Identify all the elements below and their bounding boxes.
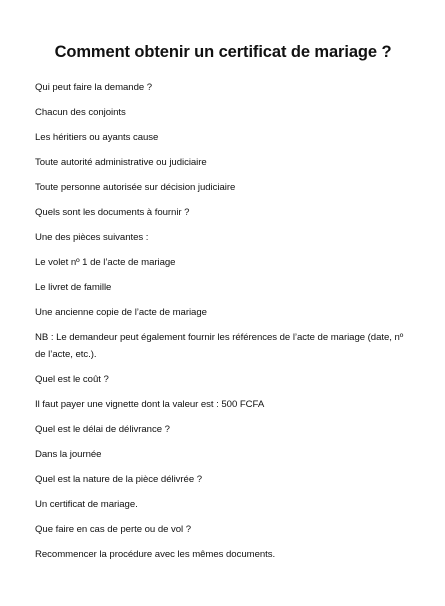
document-body (35, 79, 411, 563)
question-who-can-apply: Qui peut faire la demande ? (35, 82, 153, 93)
answer-family-book: Le livret de famille (35, 282, 112, 293)
answer-cost: Il faut payer une vignette dont la valeur est : 500 FCFA (35, 399, 265, 410)
answer-old-copy: Une ancienne copie de l’acte de mariage (35, 307, 207, 318)
note-references: NB : Le demandeur peut également fournir les références de l’acte de mariage (date, nº de l’acte, etc.). (35, 332, 404, 360)
answer-document-type: Un certificat de mariage. (35, 499, 138, 510)
answer-loss-theft: Recommencer la procédure avec les mêmes documents. (35, 549, 276, 560)
answer-heirs: Les héritiers ou ayants cause (35, 132, 159, 143)
question-delay: Quel est le délai de délivrance ? (35, 424, 170, 435)
answer-delay: Dans la journée (35, 449, 102, 460)
question-cost: Quel est le coût ? (35, 374, 109, 385)
page-title: Comment obtenir un certificat de mariage ? (54, 43, 392, 61)
answer-one-of-documents: Une des pièces suivantes : (35, 232, 149, 243)
question-loss-theft: Que faire en cas de perte ou de vol ? (35, 524, 192, 535)
question-document-type: Quel est la nature de la pièce délivrée ? (35, 474, 203, 485)
question-documents: Quels sont les documents à fournir ? (35, 207, 190, 218)
answer-spouses: Chacun des conjoints (35, 107, 126, 118)
answer-authorized-person: Toute personne autorisée sur décision judiciaire (35, 182, 236, 193)
answer-volet-1: Le volet nº 1 de l’acte de mariage (35, 257, 176, 268)
answer-authority: Toute autorité administrative ou judiciaire (35, 157, 207, 168)
